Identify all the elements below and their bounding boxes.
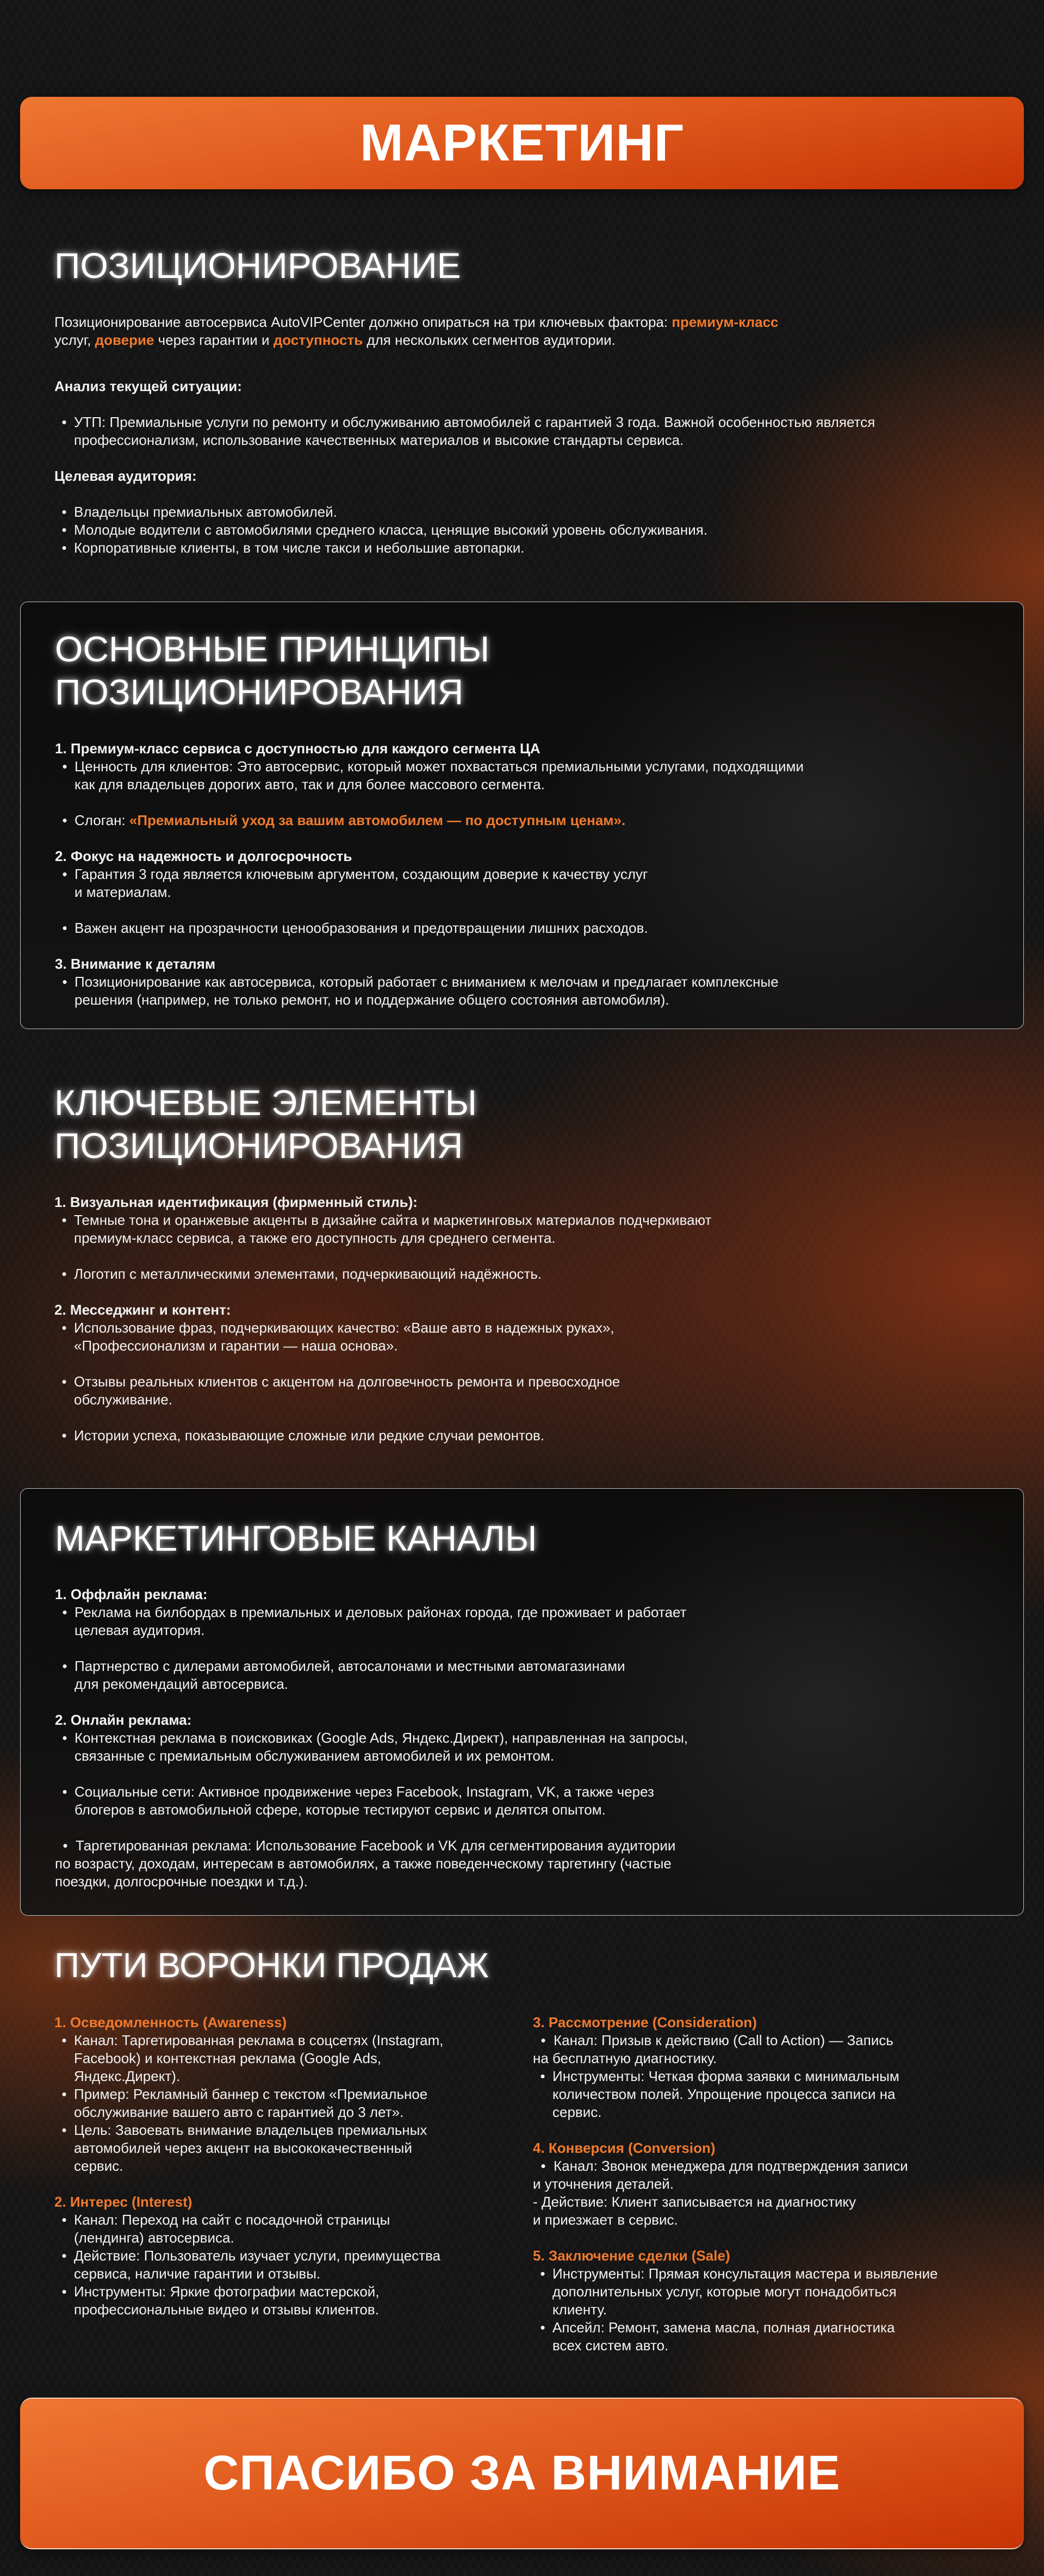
list-item-text — [74, 2247, 440, 2283]
slogan-text: «Премиальный уход за вашим автомобилем — по доступным ценам». — [129, 812, 626, 828]
list-item-text: Канал: Звонок менеджера для подтверждения записи и уточнения деталей. — [533, 2158, 908, 2192]
thanks-banner — [20, 2398, 1024, 2549]
list-item-text — [552, 2067, 899, 2121]
list-item-text: Канал: Призыв к действию (Call to Action) — Запись на бесплатную диагностику. — [533, 2032, 893, 2066]
funnel-stage — [533, 2139, 1011, 2229]
list-item — [55, 973, 1023, 1009]
list-item-label: Канал: Таргетированная реклама в соцсетях (Instagram, Facebook) и контекстная реклама (Google Ads, Яндекс.Директ). — [74, 2032, 444, 2084]
funnel-column-right — [533, 2014, 1011, 2355]
list-item — [55, 919, 1023, 937]
bullet-icon: • — [61, 522, 67, 538]
list-item-text — [552, 2265, 938, 2319]
list-item-label: Молодые водители с автомобилями среднего класса, ценящие высокий уровень обслуживания. — [74, 522, 708, 538]
item-heading: 1. Премиум-класс сервиса с доступностью для каждого сегмента ЦА — [55, 740, 540, 757]
list-item-label: Реклама на билбордах в премиальных и деловых районах города, где проживает и работает целевая аудитория. — [74, 1604, 687, 1638]
bullet-icon: • — [540, 2319, 545, 2336]
section-item — [55, 955, 1023, 1009]
key-factor: доверие — [95, 332, 154, 348]
list-item-text — [74, 1265, 542, 1283]
item-heading: 2. Месседжинг и контент: — [54, 1302, 231, 1318]
list-item — [54, 2211, 533, 2247]
list-item-label: Контекстная реклама в поисковиках (Google Ads, Яндекс.Директ), направленная на запросы, связанные с премиальным обслуживанием автомобилей и их ремонтом. — [74, 1730, 688, 1764]
list-item — [54, 2121, 533, 2175]
section-item — [55, 847, 1023, 937]
section-heading: ОСНОВНЫЕ ПРИНЦИПЫ ПОЗИЦИОНИРОВАНИЯ — [55, 629, 490, 712]
key-elements-section — [20, 1081, 1024, 1445]
intro-text: Позиционирование автосервиса AutoVIPCenter должно опираться на три ключевых фактора: — [54, 314, 672, 330]
bullet-icon: • — [540, 2068, 545, 2084]
stage-heading: 4. Конверсия (Conversion) — [533, 2140, 716, 2156]
list-item-label: Инструменты: Четкая форма заявки с минимальным количеством полей. Упрощение процесса записи на сервис. — [552, 2068, 899, 2120]
list-item-text — [74, 1657, 625, 1693]
list-item-text — [74, 2283, 380, 2319]
bullet-icon: • — [55, 1837, 76, 1854]
list-item — [54, 1265, 1024, 1283]
item-heading: 1. Оффлайн реклама: — [55, 1586, 208, 1602]
list-item-label: Пример: Рекламный баннер с текстом «Премиальное обслуживание вашего авто с гарантией до 3 лет». — [74, 2086, 428, 2120]
list-item-label: Апсейл: Ремонт, замена масла, полная диагностика всех систем авто. — [552, 2319, 895, 2354]
list-item — [54, 503, 1024, 521]
list-item — [54, 521, 1024, 539]
key-factor: доступность — [273, 332, 363, 348]
stage-heading: 3. Рассмотрение (Consideration) — [533, 2014, 757, 2030]
list-item-label: Истории успеха, показывающие сложные или редкие случаи ремонтов. — [74, 1427, 545, 1444]
section-heading: МАРКЕТИНГОВЫЕ КАНАЛЫ — [55, 1518, 537, 1558]
list-item-text — [74, 1211, 711, 1247]
bullet-icon: • — [61, 1373, 67, 1390]
principles-section — [20, 602, 1024, 1029]
list-item — [533, 2032, 1011, 2067]
list-item — [55, 1837, 1023, 1891]
bullet-icon: • — [61, 1266, 67, 1282]
audience-label: Целевая аудитория: — [54, 468, 197, 484]
stage-heading: 1. Осведомленность (Awareness) — [54, 2014, 287, 2030]
list-item-label: Владельцы премиальных автомобилей. — [74, 504, 338, 520]
bullet-icon: • — [61, 2122, 67, 2138]
bullet-icon: • — [61, 2247, 67, 2264]
list-item — [54, 2085, 533, 2121]
funnel-stage — [54, 2193, 533, 2319]
section-heading: КЛЮЧЕВЫЕ ЭЛЕМЕНТЫ ПОЗИЦИОНИРОВАНИЯ — [54, 1082, 477, 1166]
list-item — [54, 2032, 533, 2085]
list-item-label: Использование фраз, подчеркивающих качество: «Ваше авто в надежных руках», «Профессионализм и гарантии — наша основа». — [74, 1320, 614, 1354]
thanks-title: СПАСИБО ЗА ВНИМАНИЕ — [203, 2446, 841, 2500]
list-item — [54, 1427, 1024, 1445]
list-item — [54, 539, 1024, 557]
list-item-label: Позиционирование как автосервиса, который работает с вниманием к мелочам и предлагает комплексные решения (например, не только ремонт, но и поддержание общего состояния автомобиля). — [74, 974, 779, 1008]
bullet-icon: • — [61, 2032, 67, 2048]
list-item-label: Гарантия 3 года является ключевым аргументом, создающим доверие к качеству услуг и материалам. — [74, 866, 648, 900]
bullet-icon: • — [61, 2086, 67, 2102]
list-item — [533, 2157, 1011, 2193]
list-item-text — [74, 2121, 427, 2175]
list-item-label: Социальные сети: Активное продвижение через Facebook, Instagram, VK, а также через блогеров в автомобильной сфере, которые тестируют сервис и делятся опытом. — [74, 1784, 654, 1818]
audience-list — [54, 503, 1024, 557]
list-item-label: Инструменты: Яркие фотографии мастерской, профессиональные видео и отзывы клиентов. — [74, 2283, 380, 2318]
list-item-text — [74, 413, 875, 449]
channels-list — [55, 1586, 1023, 1891]
list-item-text — [74, 1319, 614, 1355]
section-heading: ПОЗИЦИОНИРОВАНИЕ — [54, 245, 461, 286]
list-item-text: Таргетированная реклама: Использование Facebook и VK для сегментирования аудитории по возрасту, доходам, интересам в автомобилях, а также поведенческому таргетингу (частые поездки, долгосрочные поездки и т.д.). — [55, 1837, 676, 1890]
list-item-label: Действие: Пользователь изучает услуги, преимущества сервиса, наличие гарантии и отзывы. — [74, 2247, 441, 2282]
bullet-icon: • — [61, 1427, 67, 1444]
bullet-icon: • — [62, 1784, 67, 1800]
list-item-text — [74, 2211, 390, 2247]
list-item-text — [74, 865, 648, 901]
marketing-channels-section — [20, 1488, 1024, 1916]
intro-text: через гарантии и — [154, 332, 274, 348]
item-heading: 2. Онлайн реклама: — [55, 1712, 192, 1728]
stage-heading: 2. Интерес (Interest) — [54, 2194, 192, 2210]
bullet-icon: • — [61, 1212, 67, 1228]
item-heading: 1. Визуальная идентификация (фирменный стиль): — [54, 1194, 418, 1210]
bullet-icon: • — [62, 1730, 67, 1746]
section-heading: ПУТИ ВОРОНКИ ПРОДАЖ — [54, 1946, 489, 1985]
list-item — [55, 1729, 1023, 1765]
intro-paragraph — [54, 313, 1024, 349]
list-item — [54, 2247, 533, 2283]
list-item-text — [74, 2032, 443, 2085]
sales-funnel-section — [20, 1944, 1024, 2355]
list-item-text — [74, 521, 707, 539]
bullet-icon: • — [533, 2032, 554, 2048]
bullet-icon: • — [62, 1658, 67, 1674]
list-item-text — [74, 1373, 620, 1409]
list-item — [54, 413, 1024, 449]
list-item-text — [74, 758, 804, 794]
section-item — [54, 1301, 1024, 1445]
list-item — [55, 812, 1023, 829]
list-item-label: Инструменты: Прямая консультация мастера и выявление дополнительных услуг, которые могут понадобиться клиенту. — [552, 2265, 938, 2318]
list-item-text — [74, 1427, 544, 1445]
list-item — [55, 1657, 1023, 1693]
list-item-text: - Действие: Клиент записывается на диагностику и приезжает в сервис. — [533, 2194, 856, 2228]
list-item — [55, 865, 1023, 901]
list-item — [55, 1603, 1023, 1639]
bullet-icon: • — [61, 2212, 67, 2228]
bullet-icon: • — [533, 2158, 554, 2174]
item-heading: 3. Внимание к деталям — [55, 956, 216, 972]
principles-list — [55, 740, 1023, 1009]
page-title: МАРКЕТИНГ — [359, 114, 685, 172]
list-item-label: Канал: Переход на сайт с посадочной страницы (лендинга) автосервиса. — [74, 2212, 390, 2246]
list-item — [55, 1783, 1023, 1819]
key-elements-list — [54, 1193, 1024, 1445]
bullet-icon: • — [62, 1604, 67, 1620]
list-item — [54, 1373, 1024, 1409]
list-item — [54, 1211, 1024, 1247]
list-item-label: УТП: Премиальные услуги по ремонту и обслуживанию автомобилей с гарантией 3 года. Важной особенностью является профессионализм, использование качественных материалов и высокие стандарты сервиса. — [74, 414, 875, 448]
bullet-icon: • — [62, 812, 67, 828]
analysis-label: Анализ текущей ситуации: — [54, 378, 242, 394]
stage-heading: 5. Заключение сделки (Sale) — [533, 2247, 730, 2264]
title-banner — [20, 97, 1024, 189]
list-item-text — [74, 1603, 687, 1639]
bullet-icon: • — [62, 920, 67, 936]
list-item-text — [74, 973, 779, 1009]
list-item-label: Партнерство с дилерами автомобилей, автосалонами и местными автомагазинами для рекомендаций автосервиса. — [74, 1658, 625, 1692]
list-item — [55, 758, 1023, 794]
list-item-label: Важен акцент на прозрачности ценообразования и предотвращении лишних расходов. — [74, 920, 648, 936]
section-item — [55, 740, 1023, 829]
list-item-text — [74, 812, 625, 829]
section-item — [55, 1586, 1023, 1693]
section-item — [55, 1711, 1023, 1891]
bullet-icon: • — [61, 2283, 67, 2300]
list-item — [533, 2265, 1011, 2319]
funnel-stage — [54, 2014, 533, 2175]
bullet-icon: • — [62, 866, 67, 882]
funnel-stage — [533, 2247, 1011, 2355]
bullet-icon: • — [62, 974, 67, 990]
list-item-label: Корпоративные клиенты, в том числе такси и небольшие автопарки. — [74, 540, 525, 556]
list-line — [533, 2193, 1011, 2229]
funnel-stage — [533, 2014, 1011, 2121]
list-item-text — [74, 919, 648, 937]
bullet-icon: • — [62, 758, 67, 775]
list-item-text — [74, 2085, 427, 2121]
section-item — [54, 1193, 1024, 1283]
key-factor: премиум-класс — [672, 314, 779, 330]
list-item-text — [552, 2319, 895, 2355]
bullet-icon: • — [61, 540, 67, 556]
list-item-label: Отзывы реальных клиентов с акцентом на долговечность ремонта и превосходное обслуживание. — [74, 1373, 620, 1408]
intro-text: услуг, — [54, 332, 91, 348]
list-item — [54, 1319, 1024, 1355]
bullet-icon: • — [61, 1320, 67, 1336]
list-item-label: Логотип с металлическими элементами, подчеркивающий надёжность. — [74, 1266, 542, 1282]
list-item — [54, 2283, 533, 2319]
item-heading: 2. Фокус на надежность и долгосрочность — [55, 848, 352, 864]
intro-text: для нескольких сегментов аудитории. — [363, 332, 616, 348]
list-item-text — [74, 539, 525, 557]
bullet-icon: • — [540, 2265, 545, 2282]
analysis-list — [54, 413, 1024, 449]
list-item-label: Цель: Завоевать внимание владельцев премиальных автомобилей через акцент на высококачественный сервис. — [74, 2122, 427, 2174]
bullet-icon: • — [61, 504, 67, 520]
funnel-column-left — [54, 2014, 533, 2355]
list-item-text — [74, 1729, 688, 1765]
list-item-label: Ценность для клиентов: Это автосервис, который может похвастаться премиальными услугами, подходящими как для владельцев дорогих авто, так и для более массового сегмента. — [74, 758, 804, 792]
bullet-icon: • — [61, 414, 67, 430]
list-item-text — [74, 503, 337, 521]
list-item — [533, 2067, 1011, 2121]
list-item — [533, 2319, 1011, 2355]
positioning-section — [20, 244, 1024, 557]
list-item-label: Темные тона и оранжевые акценты в дизайне сайта и маркетинговых материалов подчеркивают премиум-класс сервиса, а также его доступность для среднего сегмента. — [74, 1212, 712, 1246]
list-item-text — [74, 1783, 654, 1819]
list-item-label: Слоган: — [74, 812, 129, 828]
